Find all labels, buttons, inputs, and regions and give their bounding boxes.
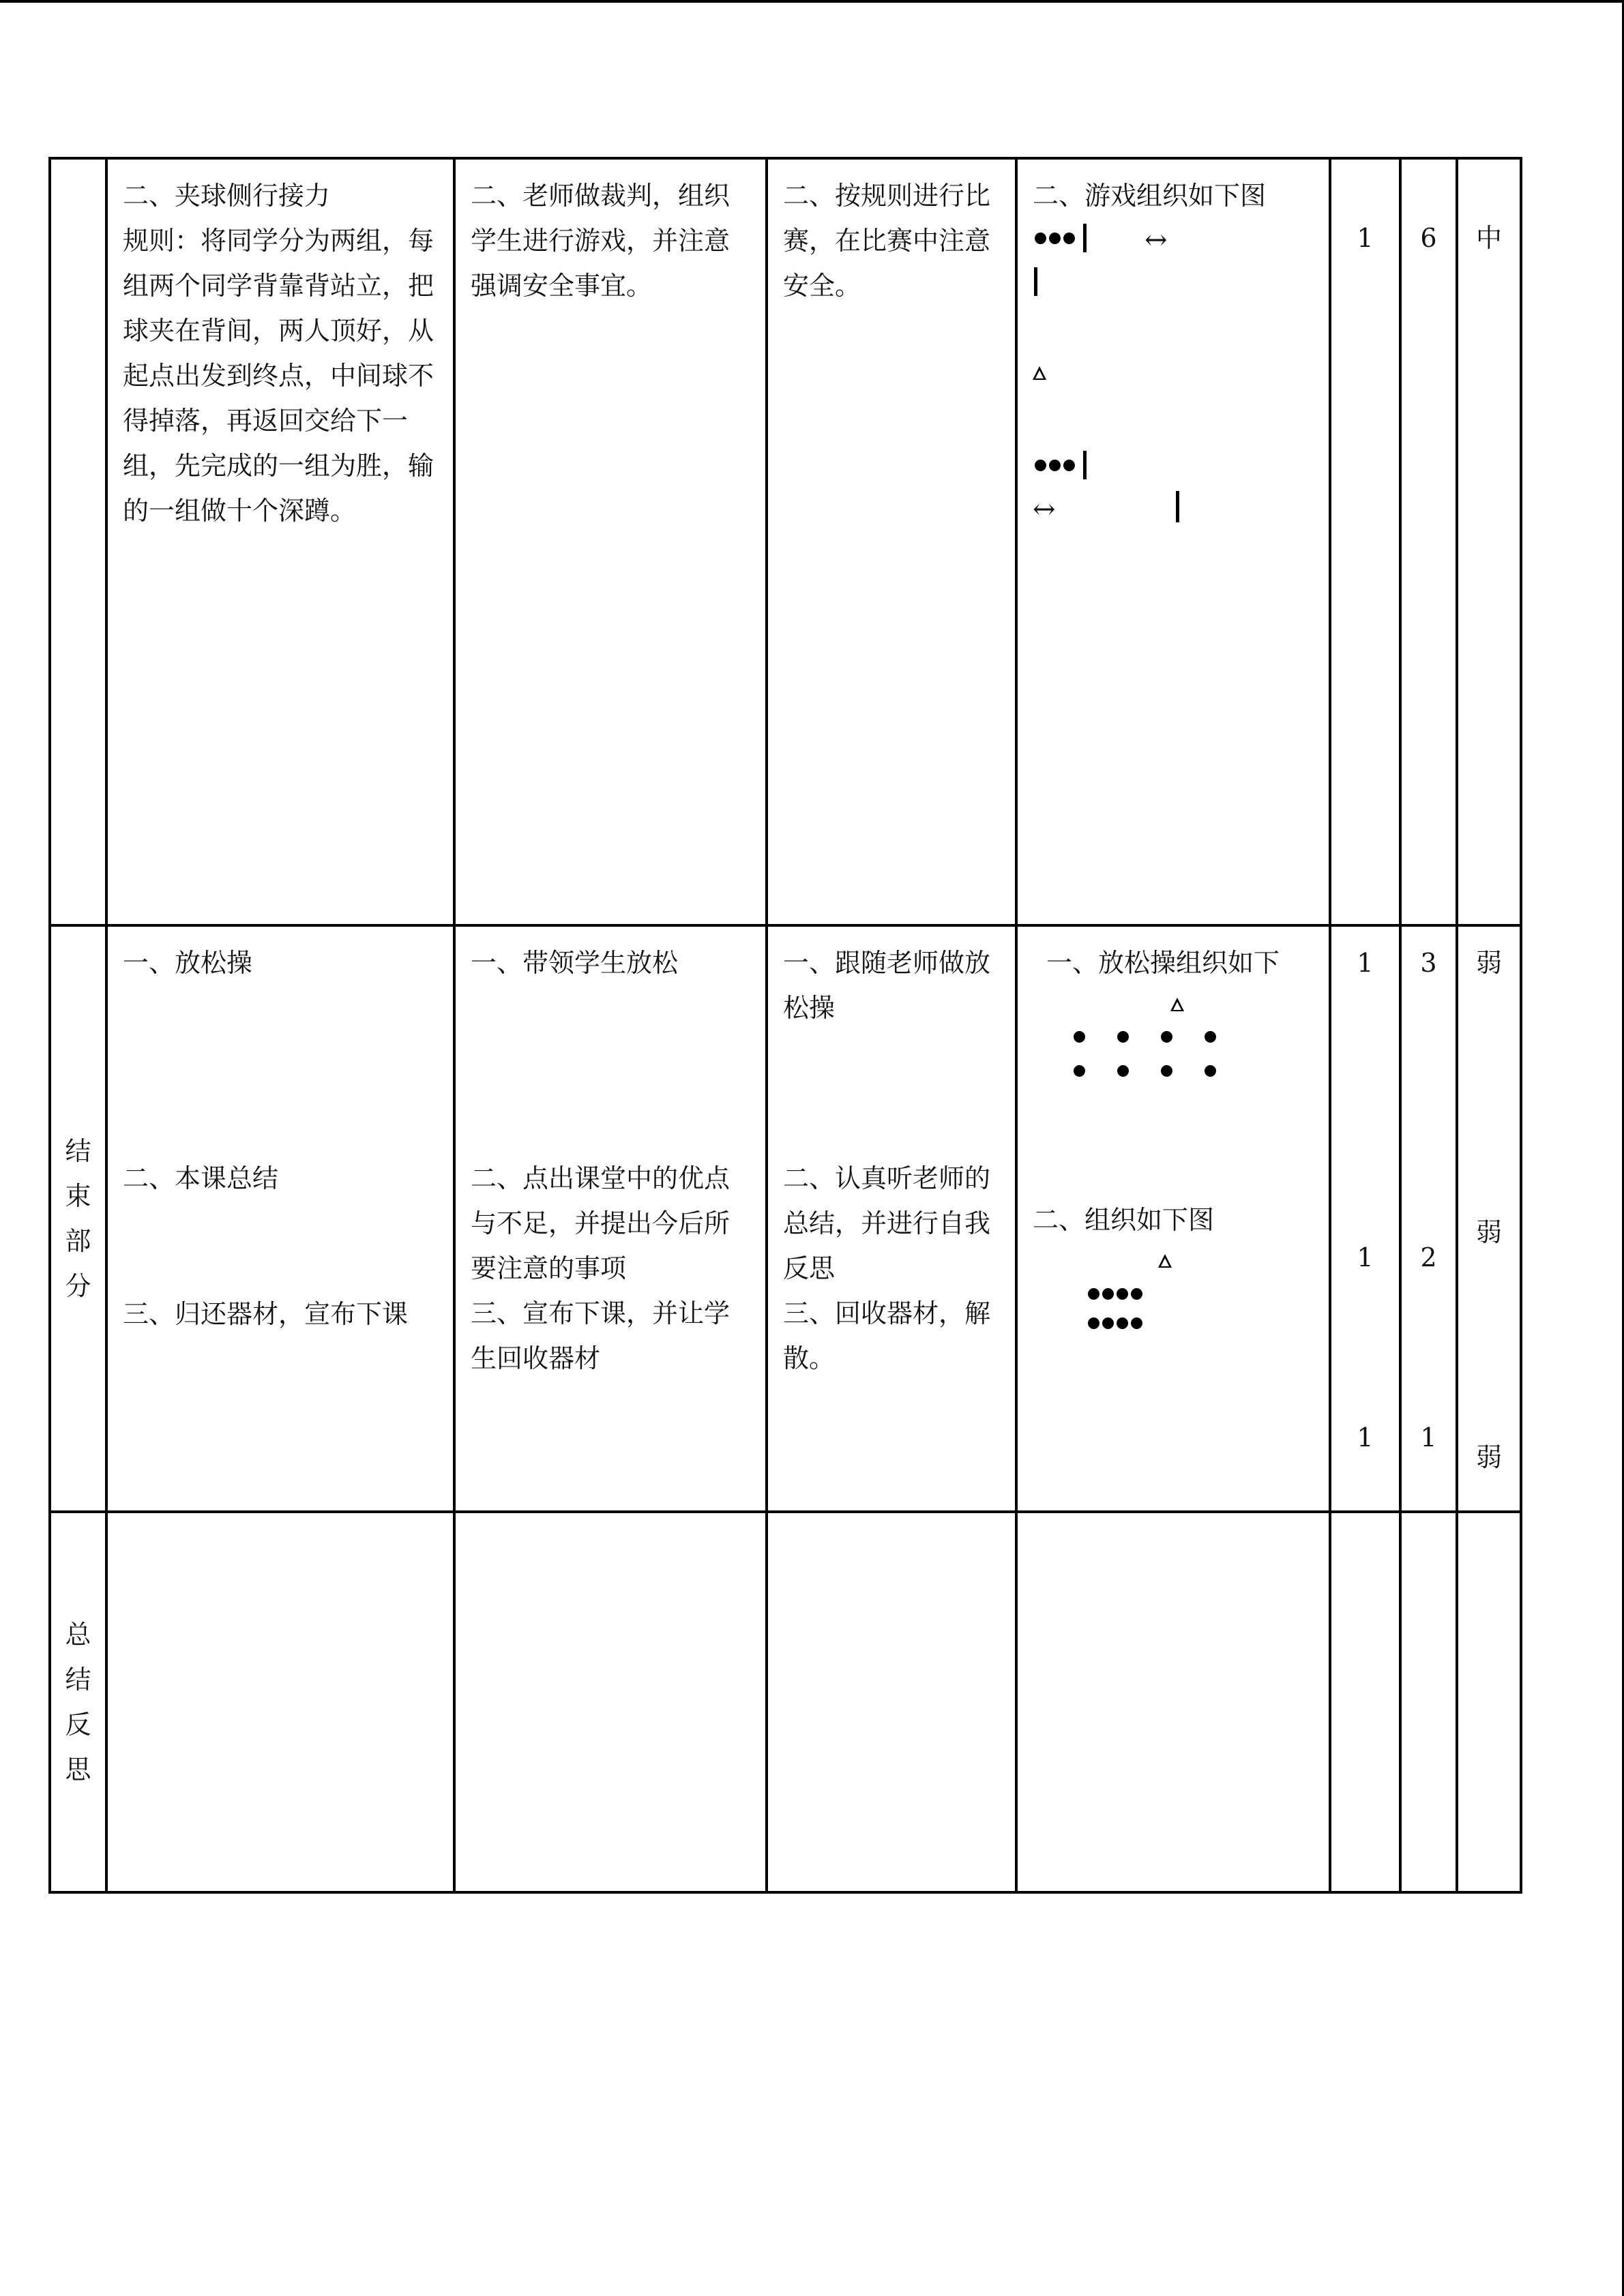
student-dot <box>1131 1288 1142 1300</box>
table-row-game <box>50 158 1521 925</box>
game-minutes-cell <box>1400 158 1457 925</box>
ending-student-3: 三、回收器材，解散。 <box>783 1298 991 1373</box>
summary-minutes-cell <box>1400 1512 1457 1892</box>
ending-content-3: 三、归还器材，宣布下课 <box>123 1299 409 1329</box>
summary-teacher-cell <box>454 1512 767 1892</box>
ending-minutes-3: 1 <box>1420 1422 1437 1452</box>
game-intensity: 中 <box>1475 223 1502 253</box>
summary-intensity-cell <box>1457 1512 1521 1892</box>
ending-intensity-cell <box>1457 925 1521 1512</box>
ending-student-1: 一、跟随老师做放松操 <box>783 948 991 1023</box>
ending-times-3: 1 <box>1357 1422 1374 1452</box>
ending-organization-1: 一、放松操组织如下 <box>1046 948 1280 978</box>
student-dot <box>1161 1065 1172 1077</box>
game-content-cell <box>106 158 454 925</box>
student-dot <box>1049 233 1061 244</box>
student-dot <box>1049 460 1061 471</box>
ending-times-cell <box>1330 925 1400 1512</box>
ending-intensity-2: 弱 <box>1475 1217 1502 1247</box>
student-dot <box>1035 233 1046 244</box>
student-dot <box>1205 1031 1216 1043</box>
student-dot <box>1063 233 1075 244</box>
student-dot <box>1131 1317 1142 1329</box>
ending-teacher-3: 三、宣布下课，并让学生回收器材 <box>471 1298 730 1373</box>
game-times: 1 <box>1357 223 1374 253</box>
summary-student-cell <box>767 1512 1016 1892</box>
ending-organization-2: 二、组织如下图 <box>1033 1205 1215 1235</box>
student-dot <box>1088 1317 1099 1329</box>
ending-content-2: 二、本课总结 <box>123 1163 279 1193</box>
ending-minutes-cell <box>1400 925 1457 1512</box>
student-dot <box>1117 1065 1129 1077</box>
summary-organization-cell <box>1016 1512 1330 1892</box>
table-row-ending <box>50 925 1521 1512</box>
student-dot <box>1117 1288 1128 1300</box>
summary-times-cell <box>1330 1512 1400 1892</box>
table-row-summary <box>50 1512 1521 1892</box>
student-dot <box>1205 1065 1216 1077</box>
teacher-triangle-icon <box>1170 998 1184 1011</box>
ending-times-1: 1 <box>1357 948 1374 978</box>
ending-content-cell <box>106 925 454 1512</box>
double-arrow-icon: ↔ <box>1033 494 1056 525</box>
game-rules: 规则：将同学分为两组，每组两个同学背靠背站立，把球夹在背间，两人顶好，从起点出发到终点，中间球不得掉落，再返回交给下一组，先完成的一组为胜，输的一组做十个深蹲。 <box>123 226 434 526</box>
game-teacher-cell <box>454 158 767 925</box>
student-dot <box>1161 1031 1172 1043</box>
student-dot <box>1102 1288 1114 1300</box>
game-student-cell <box>767 158 1016 925</box>
student-dot <box>1074 1031 1085 1043</box>
ending-content-1: 一、放松操 <box>123 948 253 978</box>
game-intensity-cell <box>1457 158 1521 925</box>
student-dot <box>1074 1065 1085 1077</box>
game-minutes: 6 <box>1420 223 1437 253</box>
student-dot <box>1063 460 1075 471</box>
ending-minutes-1: 3 <box>1420 948 1437 978</box>
line-marker <box>1083 451 1087 479</box>
student-dot <box>1117 1031 1129 1043</box>
game-organization-title: 二、游戏组织如下图 <box>1033 181 1267 211</box>
ending-student-2: 二、认真听老师的总结，并进行自我反思 <box>783 1163 991 1283</box>
ending-teacher-cell <box>454 925 767 1512</box>
student-dot <box>1088 1288 1099 1300</box>
game-times-cell <box>1330 158 1400 925</box>
lesson-plan-table <box>48 157 1522 1894</box>
double-arrow-icon: ↔ <box>1145 224 1168 256</box>
ending-minutes-2: 2 <box>1420 1242 1437 1272</box>
game-teacher-text: 二、老师做裁判，组织学生进行游戏，并注意强调安全事宜。 <box>471 181 730 301</box>
ending-times-2: 1 <box>1357 1242 1374 1272</box>
ending-intensity-3: 弱 <box>1475 1442 1502 1472</box>
game-student-text: 二、按规则进行比赛，在比赛中注意安全。 <box>783 181 991 301</box>
student-dot <box>1102 1317 1114 1329</box>
ending-student-cell <box>767 925 1016 1512</box>
summary-content-cell <box>106 1512 454 1892</box>
section-label-cell-empty <box>50 158 106 925</box>
line-marker <box>1083 224 1087 252</box>
line-marker <box>1176 491 1179 522</box>
ending-teacher-1: 一、带领学生放松 <box>471 948 679 978</box>
summary-section-label: 总 结 反 思 <box>50 1512 106 1892</box>
teacher-triangle-icon <box>1158 1254 1172 1268</box>
ending-intensity-1: 弱 <box>1475 948 1502 978</box>
student-dot <box>1035 460 1046 471</box>
teacher-triangle-icon <box>1033 366 1046 380</box>
ending-section-label: 结 束 部 分 <box>50 925 106 1512</box>
ending-organization-cell <box>1016 925 1330 1512</box>
game-organization-cell <box>1016 158 1330 925</box>
line-marker <box>1034 267 1037 296</box>
student-dot <box>1117 1317 1128 1329</box>
ending-teacher-2: 二、点出课堂中的优点与不足，并提出今后所要注意的事项 <box>471 1163 730 1283</box>
page-top-border <box>0 0 1624 3</box>
game-title: 二、夹球侧行接力 <box>123 181 331 211</box>
